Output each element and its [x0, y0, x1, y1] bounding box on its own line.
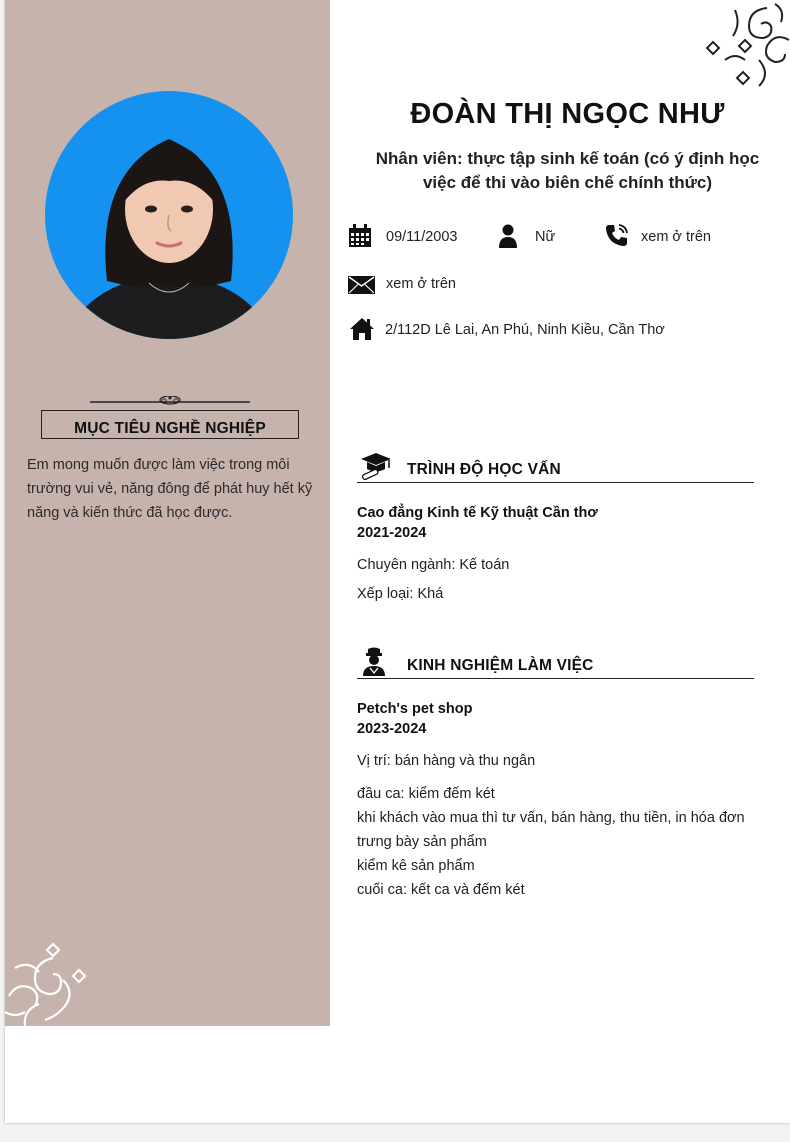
- education-major: Chuyên ngành: Kế toán: [357, 557, 510, 573]
- school-name: Cao đẳng Kinh tế Kỹ thuật Cần thơ: [357, 505, 598, 521]
- list-item: cuối ca: kết ca và đếm két: [357, 882, 525, 898]
- list-item: trưng bày sản phẩm: [357, 834, 487, 850]
- envelope-icon: [348, 276, 375, 294]
- objective-text: Em mong muốn được làm việc trong môi trường vui vẻ, năng đông để phát huy hết kỹ năng và kiến thức đã học được.: [27, 457, 313, 521]
- calendar-icon: [348, 224, 372, 248]
- address-text: 2/112D Lê Lai, An Phú, Ninh Kiều, Cần Thơ: [385, 322, 665, 338]
- experience-title: KINH NGHIỆM LÀM VIỆC: [407, 657, 594, 674]
- person-icon: [498, 224, 518, 248]
- experience-section-header: [357, 648, 754, 679]
- list-item: khi khách vào mua thì tư vấn, bán hàng, thu tiền, in hóa đơn: [357, 810, 745, 826]
- candidate-name: ĐOÀN THỊ NGỌC NHƯ: [410, 98, 725, 130]
- experience-period: 2023-2024: [357, 721, 427, 737]
- avatar: [45, 91, 293, 339]
- birthday-text: 09/11/2003: [386, 229, 458, 245]
- experience-position: Vị trí: bán hàng và thu ngân: [357, 753, 536, 769]
- objective-title: MỤC TIÊU NGHỀ NGHIỆP: [74, 420, 266, 437]
- graduation-cap-icon: [359, 450, 393, 480]
- sidebar: [5, 0, 330, 1026]
- list-item: kiểm kê sản phẩm: [357, 858, 475, 874]
- email-text: xem ở trên: [386, 276, 456, 292]
- flourish-ornament: [705, 0, 790, 88]
- education-title: TRÌNH ĐỘ HỌC VẤN: [407, 461, 561, 478]
- worker-icon: [359, 646, 389, 676]
- home-icon: [350, 318, 374, 340]
- phone-text: xem ở trên: [641, 229, 711, 245]
- cv-page: [5, 0, 790, 1123]
- education-rank: Xếp loại: Khá: [357, 586, 444, 602]
- education-period: 2021-2024: [357, 525, 427, 541]
- objective-heading-box: [41, 410, 299, 439]
- gender-text: Nữ: [535, 229, 556, 245]
- phone-icon: [605, 223, 629, 247]
- flourish-ornament: [5, 938, 93, 1026]
- duty-list: [357, 782, 767, 902]
- education-section-header: [357, 452, 754, 483]
- candidate-role: Nhân viên: thực tập sinh kế toán (có ý định học việc để thi vào biên chế chính thức): [375, 149, 760, 192]
- list-item: đầu ca: kiểm đếm két: [357, 786, 495, 802]
- divider-ornament: [90, 396, 250, 406]
- company-name: Petch's pet shop: [357, 701, 473, 717]
